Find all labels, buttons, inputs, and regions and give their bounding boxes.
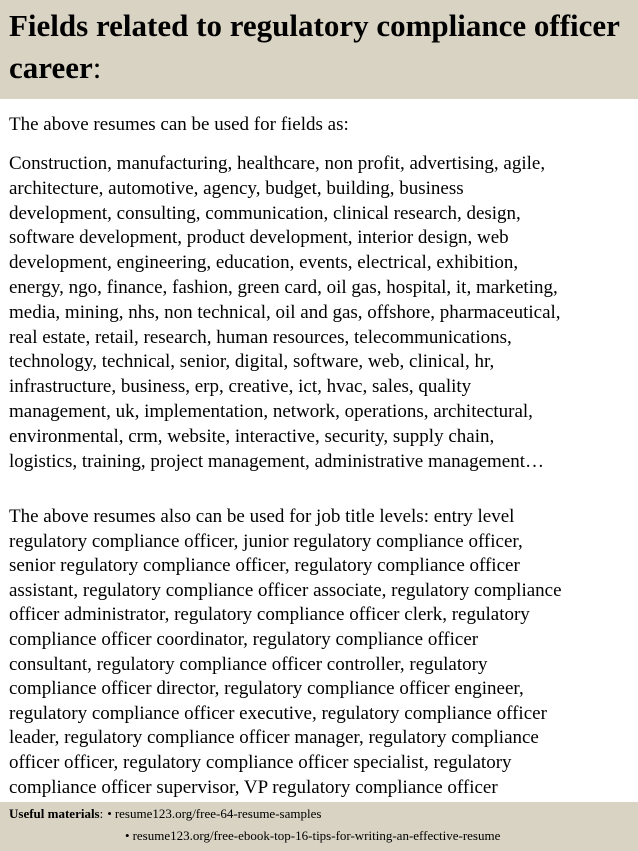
levels-line: compliance officer director, regulatory compliance officer engineer,: [9, 678, 524, 700]
levels-line: compliance officer coordinator, regulatory compliance officer: [9, 628, 479, 650]
levels-line: compliance officer supervisor, VP regulatory compliance officer: [9, 776, 498, 798]
fields-line: logistics, training, project management, administrative management…: [9, 450, 545, 472]
bullet-icon: •: [125, 828, 130, 843]
levels-line: officer officer, regulatory compliance officer specialist, regulatory: [9, 751, 512, 773]
fields-line: architecture, automotive, agency, budget, building, business: [9, 177, 464, 199]
footer-label-colon: :: [99, 806, 104, 821]
fields-line: software development, product development, interior design, web: [9, 227, 509, 249]
fields-line: environmental, crm, website, interactive, security, supply chain,: [9, 425, 495, 447]
footer-row-1: [9, 806, 321, 822]
page-title-colon: :: [92, 50, 102, 85]
fields-line: development, engineering, education, events, electrical, exhibition,: [9, 252, 519, 274]
link-resume-samples[interactable]: resume123.org/free-64-resume-samples: [114, 806, 322, 821]
bullet-icon: •: [107, 806, 112, 821]
intro-text: The above resumes can be used for fields as:: [9, 114, 349, 135]
levels-line: The above resumes also can be used for job title levels: entry level: [9, 506, 515, 527]
fields-line: media, mining, nhs, non technical, oil and gas, offshore, pharmaceutical,: [9, 301, 561, 323]
footer-row-2: [121, 828, 500, 844]
job-levels-paragraph: [9, 505, 562, 800]
fields-line: energy, ngo, finance, fashion, green card, oil gas, hospital, it, marketing,: [9, 276, 558, 298]
levels-line: regulatory compliance officer executive, regulatory compliance officer: [9, 702, 547, 724]
link-ebook-tips[interactable]: resume123.org/free-ebook-top-16-tips-for-writing-an-effective-resume: [132, 828, 501, 843]
levels-line: officer administrator, regulatory compliance officer clerk, regulatory: [9, 604, 530, 626]
fields-line: management, uk, implementation, network, operations, architectural,: [9, 400, 533, 422]
levels-line: consultant, regulatory compliance officer controller, regulatory: [9, 653, 488, 675]
fields-line: development, consulting, communication, clinical research, design,: [9, 202, 521, 224]
useful-materials-footer: [0, 802, 638, 851]
fields-line: infrastructure, business, erp, creative, ict, hvac, sales, quality: [9, 376, 472, 398]
title-banner: [0, 0, 638, 99]
fields-line: real estate, retail, research, human resources, telecommunications,: [9, 326, 512, 348]
levels-line: senior regulatory compliance officer, regulatory compliance officer: [9, 555, 520, 577]
page-title-text: Fields related to regulatory compliance officer career: [9, 8, 620, 85]
levels-line: leader, regulatory compliance officer manager, regulatory compliance: [9, 727, 539, 749]
levels-line: regulatory compliance officer, junior regulatory compliance officer,: [9, 530, 523, 552]
fields-line: technology, technical, senior, digital, software, web, clinical, hr,: [9, 351, 495, 373]
page-title: [9, 5, 634, 89]
fields-paragraph: [9, 152, 561, 474]
footer-label: Useful materials: [9, 806, 100, 821]
levels-line: assistant, regulatory compliance officer associate, regulatory compliance: [9, 579, 562, 601]
fields-line: Construction, manufacturing, healthcare, non profit, advertising, agile,: [9, 153, 546, 174]
